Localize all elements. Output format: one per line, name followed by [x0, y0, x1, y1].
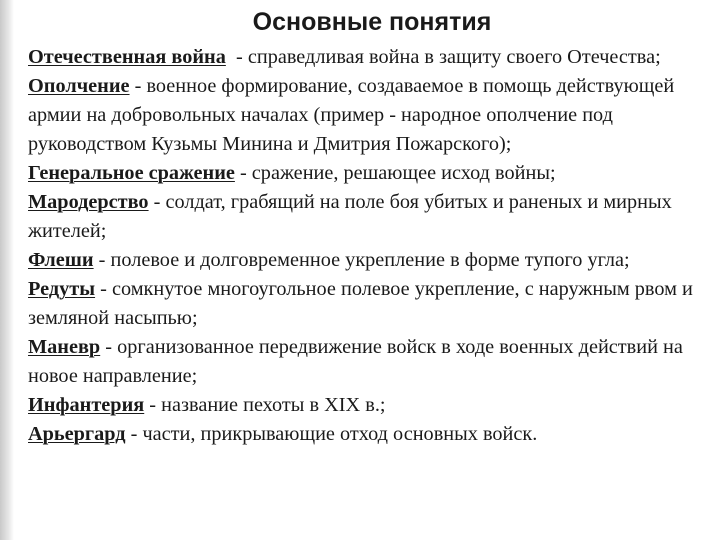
separator: -	[95, 278, 112, 300]
definition-entry	[28, 275, 718, 333]
definition-text: организованное передвижение войск в ходе военных действий на новое направление;	[28, 336, 683, 387]
definition-entry	[28, 391, 718, 420]
separator: -	[125, 423, 143, 445]
definition-entry	[28, 246, 718, 275]
definition-text: солдат, грабящий на поле боя убитых и раненых и мирных жителей;	[28, 191, 672, 242]
definition-entry	[28, 72, 718, 159]
separator: -	[234, 162, 252, 184]
definition-text: название пехоты в XIX в.;	[161, 394, 386, 416]
term: Редуты	[28, 278, 96, 300]
definitions-list	[28, 43, 718, 449]
separator: -	[148, 191, 166, 213]
term: Ополчение	[28, 75, 130, 97]
term: Генеральное сражение	[28, 162, 235, 184]
definition-text: полевое и долговременное укрепление в форме тупого угла;	[110, 249, 630, 271]
definition-entry	[28, 333, 718, 391]
term: Арьергард	[28, 423, 126, 445]
term: Инфантерия	[28, 394, 145, 416]
definition-entry	[28, 159, 718, 188]
term: Маневр	[28, 336, 101, 358]
separator: -	[93, 249, 111, 271]
separator: -	[225, 46, 248, 68]
definition-text: сомкнутое многоугольное полевое укрепление, с наружным рвом и земляной насыпью;	[28, 278, 693, 329]
separator: -	[100, 336, 118, 358]
slide-edge-shadow	[0, 0, 14, 540]
separator: -	[129, 75, 147, 97]
term: Отечественная война	[28, 46, 226, 68]
definition-entry	[28, 420, 718, 449]
definition-text: части, прикрывающие отход основных войск.	[142, 423, 538, 445]
definition-entry	[28, 43, 718, 72]
term: Флеши	[28, 249, 94, 271]
definition-entry	[28, 188, 718, 246]
separator: -	[144, 394, 162, 416]
definition-text: сражение, решающее исход войны;	[251, 162, 556, 184]
definition-text: военное формирование, создаваемое в помощь действующей армии на добровольных началах (пример - народное ополчение под руководством Кузьмы Минина и Дмитрия Пожарского);	[28, 75, 675, 155]
page-title: Основные понятия	[252, 8, 492, 36]
definition-text: справедливая война в защиту своего Отечества;	[247, 46, 661, 68]
term: Мародерство	[28, 191, 149, 213]
